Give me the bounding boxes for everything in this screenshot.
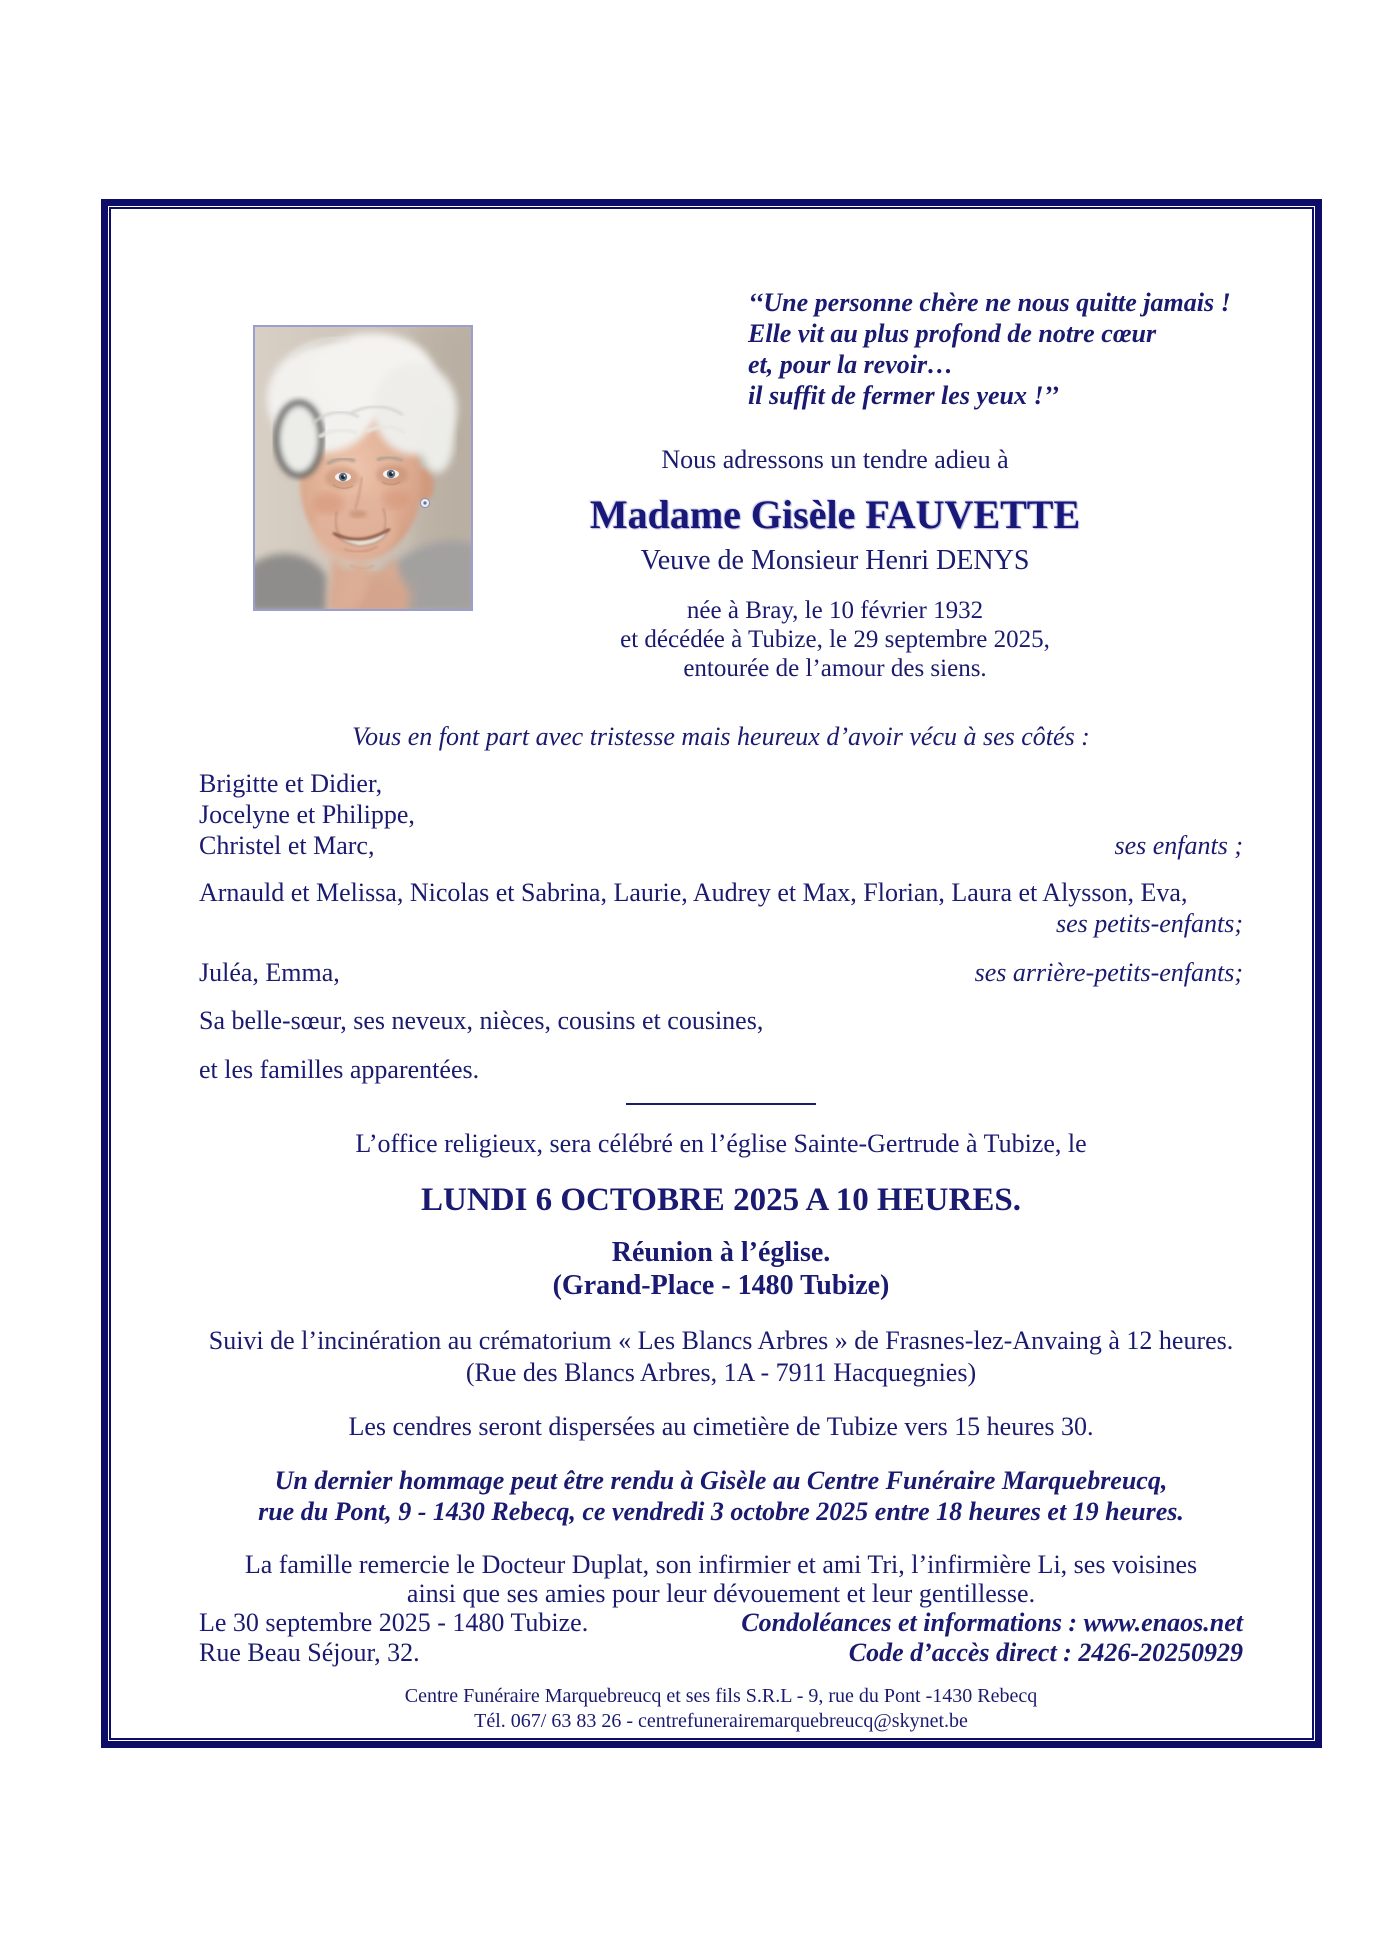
- cremation-block: [199, 1325, 1243, 1389]
- portrait-photo: [253, 325, 473, 611]
- deceased-name-title: Madame Gisèle FAUVETTE: [589, 492, 1081, 537]
- grandchildren-block: [199, 877, 1243, 939]
- widow-line: Veuve de Monsieur Henri DENYS: [640, 545, 1030, 576]
- office-line: L’office religieux, sera célébré en l’église Sainte-Gertrude à Tubize, le: [355, 1129, 1087, 1158]
- footer-contact-line: Tél. 067/ 63 83 26 - centrefunerairemarquebreucq@skynet.be: [474, 1710, 968, 1732]
- cremation-line: Suivi de l’incinération au crématorium « Les Blancs Arbres » de Frasnes-lez-Anvaing à 12 heures.: [208, 1326, 1234, 1355]
- issue-address-line: Rue Beau Séjour, 32.: [199, 1638, 420, 1667]
- issue-block: [199, 1608, 588, 1668]
- intro-line: Nous adressons un tendre adieu à: [661, 445, 1009, 474]
- memorial-card-frame: [101, 199, 1322, 1748]
- issue-date-line: Le 30 septembre 2025 - 1480 Tubize.: [199, 1608, 589, 1637]
- great-grandchildren-row: [199, 957, 1243, 988]
- portrait-illustration: [255, 327, 471, 609]
- child-name: Christel et Marc,: [199, 831, 375, 860]
- homage-block: [199, 1465, 1243, 1527]
- great-grandchildren-line: Juléa, Emma,: [199, 958, 340, 987]
- issue-and-condolences-row: [199, 1608, 1243, 1668]
- child-name: Jocelyne et Philippe,: [199, 800, 415, 829]
- quote-line: ‘‘Une personne chère ne nous quitte jamais !: [748, 288, 1231, 317]
- thanks-line-2: ainsi que ses amies pour leur dévouement et leur gentillesse.: [406, 1579, 1036, 1608]
- funeral-home-footer: [199, 1684, 1243, 1734]
- grandchildren-label: ses petits-enfants;: [1055, 909, 1243, 938]
- grandchildren-line: Arnauld et Melissa, Nicolas et Sabrina, Laurie, Audrey et Max, Florian, Laura et Alysson, Eva,: [199, 878, 1188, 907]
- birth-death-block: [470, 596, 1200, 683]
- quote-line: il suffit de fermer les yeux !’’: [748, 381, 1059, 410]
- thanks-line-1: La famille remercie le Docteur Duplat, son infirmier et ami Tri, l’infirmière Li, ses voisines: [244, 1550, 1198, 1579]
- children-row: [199, 768, 1243, 861]
- announcement-line: Vous en font part avec tristesse mais heureux d’avoir vécu à ses côtés :: [352, 722, 1090, 751]
- access-code-line: Code d’accès direct : 2426-20250929: [848, 1638, 1243, 1667]
- birth-line: née à Bray, le 10 février 1932: [686, 597, 984, 624]
- condolences-block: [741, 1608, 1243, 1668]
- quote-line: et, pour la revoir…: [748, 350, 954, 379]
- main-text-flow: [111, 721, 1312, 1734]
- in-laws-line: Sa belle-sœur, ses neveux, nièces, cousins et cousines,: [199, 1006, 764, 1035]
- quote-line: Elle vit au plus profond de notre cœur: [748, 319, 1157, 348]
- thanks-block: [199, 1550, 1243, 1608]
- ceremony-date-line: LUNDI 6 OCTOBRE 2025 A 10 HEURES.: [421, 1182, 1021, 1218]
- condolences-info-line: Condoléances et informations : www.enaos.net: [741, 1608, 1243, 1637]
- child-name: Brigitte et Didier,: [199, 769, 383, 798]
- footer-company-line: Centre Funéraire Marquebreucq et ses fils S.R.L - 9, rue du Pont -1430 Rebecq: [404, 1685, 1038, 1707]
- children-list: [199, 768, 415, 861]
- memorial-quote: [748, 287, 1231, 411]
- related-families-line: et les familles apparentées.: [199, 1055, 480, 1084]
- cremation-address-line: (Rue des Blancs Arbres, 1A - 7911 Hacquegnies): [465, 1358, 977, 1387]
- homage-line-1: Un dernier hommage peut être rendu à Gisèle au Centre Funéraire Marquebreucq,: [274, 1466, 1168, 1495]
- memorial-card-inner-border: [109, 207, 1314, 1740]
- meeting-place-line: (Grand-Place - 1480 Tubize): [552, 1270, 890, 1301]
- header-column: [470, 287, 1231, 683]
- surrounded-line: entourée de l’amour des siens.: [683, 655, 987, 682]
- children-label: ses enfants ;: [1114, 831, 1243, 860]
- homage-line-2: rue du Pont, 9 - 1430 Rebecq, ce vendredi 3 octobre 2025 entre 18 heures et 19 heures.: [258, 1497, 1184, 1526]
- ashes-line: Les cendres seront dispersées au cimetière de Tubize vers 15 heures 30.: [348, 1412, 1094, 1441]
- great-grandchildren-label: ses arrière-petits-enfants;: [974, 958, 1243, 987]
- meeting-line: Réunion à l’église.: [611, 1237, 831, 1268]
- death-line: et décédée à Tubize, le 29 septembre 2025,: [620, 626, 1050, 653]
- separator-rule: [626, 1103, 816, 1105]
